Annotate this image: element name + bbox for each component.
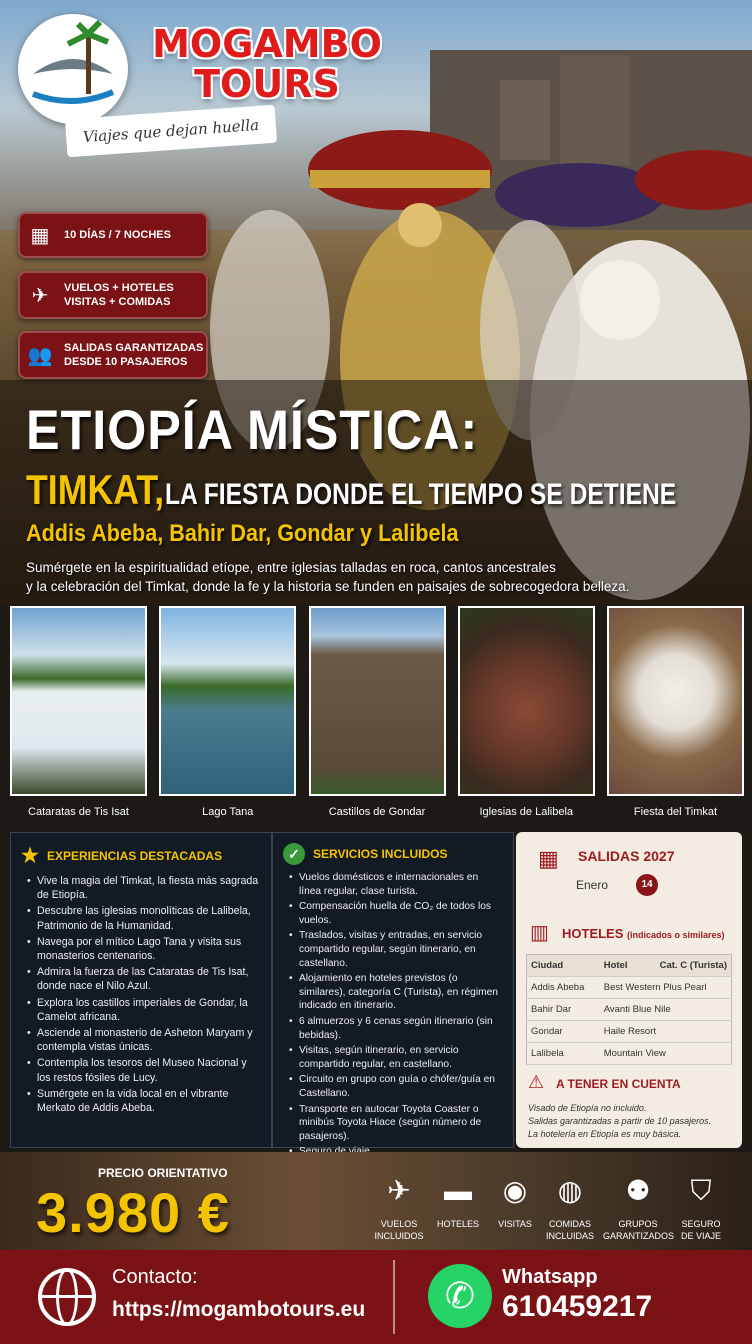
- brand-tagline: Viajes que dejan huella: [65, 105, 277, 158]
- castle-photo: [309, 606, 446, 796]
- services-list: [273, 865, 513, 1174]
- list-item: • Contempla los tesoros del Museo Nacional y los restos fósiles de Lucy.: [29, 1056, 259, 1084]
- notice-text: Visado de Etiopía no incluido. Salidas garantizadas a partir de 10 pasajeros. La hotelería en Etiopía es muy básica.: [528, 1103, 712, 1139]
- contact-footer: [0, 1250, 752, 1344]
- gallery-item: [607, 606, 744, 828]
- list-item: • Vuelos domésticos e internacionales en línea regular, clase turista.: [291, 871, 501, 898]
- star-icon: ★: [21, 845, 39, 867]
- whatsapp-icon: ✆: [428, 1264, 492, 1328]
- brand-name: MOGAMBO TOURS: [152, 22, 382, 106]
- list-item: • Compensación huella de CO₂ de todos los vuelos.: [291, 900, 501, 927]
- list-item: • Admira la fuerza de las Cataratas de Tis Isat, donde nace el Nilo Azul.: [29, 965, 259, 993]
- price-label: PRECIO ORIENTATIVO: [98, 1166, 228, 1180]
- contact-label: Contacto:: [112, 1266, 198, 1288]
- whatsapp-label: Whatsapp: [502, 1266, 598, 1288]
- table-row: Bahir Dar Avanti Blue Nile: [527, 999, 732, 1021]
- duration-badge: ▦ 10 DÍAS / 7 NOCHES: [18, 212, 208, 258]
- hero-banner: [0, 0, 752, 605]
- feature-groups: ⚉ GRUPOS GARANTIZADOS: [603, 1175, 675, 1241]
- feature-hotels: ▬ HOTELES: [423, 1174, 493, 1230]
- list-item: • Circuito en grupo con guía o chófer/guía en Castellano.: [291, 1073, 501, 1100]
- gallery-caption: Castillos de Gondar: [328, 806, 426, 818]
- notice-title: A TENER EN CUENTA: [556, 1077, 681, 1091]
- gallery-caption: Iglesias de Lalibela: [479, 806, 574, 818]
- camera-icon: ◉: [502, 1175, 528, 1206]
- table-row: Lalibela Mountain View: [527, 1043, 732, 1065]
- calendar-icon: ▦: [538, 846, 559, 871]
- departure-day-badge: 14: [636, 874, 658, 896]
- footer-divider: [393, 1260, 395, 1334]
- whatsapp-number[interactable]: 610459217: [502, 1290, 653, 1323]
- check-icon: ✓: [283, 843, 305, 865]
- intro-text: Sumérgete en la espiritualidad etíope, entre iglesias talladas en roca, cantos ancestrales y la celebración del Timkat, donde la fe y la historia se funden en paisajes de sobrecogedora belleza.: [26, 560, 630, 594]
- price-bar: [0, 1152, 752, 1250]
- main-subtitle: TIMKAT, LA FIESTA DONDE EL TIEMPO SE DETIENE: [26, 466, 677, 513]
- departures-title: SALIDAS 2027: [578, 848, 675, 864]
- gallery-caption: Fiesta del Timkat: [633, 806, 718, 818]
- cities-line: Addis Abeba, Bahir Dar, Gondar y Lalibela: [26, 520, 459, 547]
- bed-icon: ▬: [444, 1175, 472, 1206]
- hotel-icon: ▥: [530, 922, 549, 944]
- waterfall-photo: [10, 606, 147, 796]
- plane-icon: ✈: [31, 284, 49, 307]
- group-icon: 👥: [27, 344, 53, 367]
- list-item: • Visitas, según itinerario, en servicio compartido regular, en castellano.: [291, 1044, 501, 1071]
- list-item: • Descubre las iglesias monolíticas de Lalibela, Patrimonio de la Humanidad.: [29, 904, 259, 932]
- shield-icon: ⛉: [690, 1175, 712, 1206]
- website-link[interactable]: https://mogambotours.eu: [112, 1298, 366, 1321]
- mogambo-logo[interactable]: [14, 10, 414, 160]
- list-item: • Sumérgete en la vida local en el vibrante Merkato de Addis Abeba.: [29, 1087, 259, 1115]
- list-item: • Transporte en autocar Toyota Coaster o minibús Toyota Hiace (según número de pasajeros).: [291, 1103, 501, 1144]
- gallery-item: [10, 606, 147, 828]
- plane-icon: ✈: [387, 1175, 411, 1206]
- main-title: ETIOPÍA MÍSTICA:: [26, 398, 479, 461]
- feature-flights: ✈ VUELOS INCLUIDOS: [364, 1174, 434, 1242]
- hotels-table: Ciudad Hotel Cat. C (Turista) Addis Abeba Best Western Plus Pearl Bahir Dar Avanti Blue Nile Gondar Haile Resort Lalibela Mountain View: [526, 954, 732, 1065]
- price-value: 3.980 €: [36, 1181, 230, 1244]
- table-row: Addis Abeba Best Western Plus Pearl: [527, 977, 732, 999]
- info-sidebar: [516, 832, 742, 1148]
- hotels-title: HOTELES (indicados o similares): [562, 926, 725, 941]
- gallery-caption: Cataratas de Tis Isat: [28, 806, 129, 818]
- gallery-item: [458, 606, 595, 828]
- feature-visits: ◉ VISITAS: [480, 1174, 550, 1230]
- departures-badge: 👥 SALIDAS GARANTIZADAS DESDE 10 PASAJEROS: [18, 331, 208, 379]
- list-item: • Explora los castillos imperiales de Gondar, la Camelot africana.: [29, 996, 259, 1024]
- church-photo: [458, 606, 595, 796]
- feature-insurance: ⛉ SEGURO DE VIAJE: [666, 1174, 736, 1242]
- dining-icon: ◍: [557, 1175, 583, 1206]
- gallery-item: [309, 606, 446, 828]
- feature-meals: ◍ COMIDAS INCLUIDAS: [535, 1174, 605, 1242]
- list-item: • Alojamiento en hoteles previstos (o similares), categoría C (Turista), en régimen indicado en itinerario.: [291, 972, 501, 1013]
- calendar-icon: ▦: [30, 224, 50, 247]
- list-item: • 6 almuerzos y 6 cenas según itinerario (sin bebidas).: [291, 1015, 501, 1042]
- services-panel: ✓ SERVICIOS INCLUIDOS • Vuelos domésticos e internacionales en línea regular, clase turista. • Compensación huella de CO₂ de todos los vuelos. • Traslados, visitas y entradas, en servicio compartido regular, según itinerario, en castellano. • Alojamiento en hoteles previstos (o similares), categoría C (Turista), en régimen indicado en itinerario. • 6 almuerzos y 6 cenas según itinerario (sin bebidas). • Visitas, según itinerario, en servicio compartido regular, en castellano. • Circuito en grupo con guía o chófer/guía en Castellano. • Transporte en autocar Toyota Coaster o minibús Toyota Hiace (según número de pasajeros). • •: [272, 832, 514, 1148]
- globe-icon: [38, 1268, 96, 1326]
- lake-photo: [159, 606, 296, 796]
- list-item: • Vive la magia del Timkat, la fiesta más sagrada de Etiopía.: [29, 874, 259, 902]
- list-item: • Traslados, visitas y entradas, en servicio compartido regular, según itinerario, en castellano.: [291, 929, 501, 970]
- priest-photo: [607, 606, 744, 796]
- experiences-list: [11, 868, 271, 1115]
- includes-badge: ✈ VUELOS + HOTELES VISITAS + COMIDAS: [18, 271, 208, 319]
- table-row: Gondar Haile Resort: [527, 1021, 732, 1043]
- gallery-caption: Lago Tana: [202, 806, 254, 818]
- departure-month: Enero: [576, 878, 609, 892]
- photo-gallery: [10, 606, 744, 828]
- logo-emblem-icon: [18, 14, 128, 124]
- list-item: • Navega por el mítico Lago Tana y visita sus monasterios centenarios.: [29, 935, 259, 963]
- warning-icon: ⚠: [528, 1072, 545, 1092]
- group-icon: ⚉: [625, 1175, 651, 1206]
- experiences-panel: ★ EXPERIENCIAS DESTACADAS • Vive la magia del Timkat, la fiesta más sagrada de Etiopía. • Descubre las iglesias monolíticas de Lalibela, Patrimonio de la Humanidad. • Navega por el mítico Lago Tana y visita sus monasterios centenarios. • Admira la fuerza de las Cataratas de Tis Isat, donde nace el Nilo Azul. • Explora los castillos imperiales de Gondar, la Camelot africana. • Asciende al monasterio de Asheton Maryam y contempla vistas únicas. • Contempla los tesoros del Museo Nacional y los restos fósiles de Lucy. • Sumérgete en la vida local en el vibrante Merkato de Addis Abeba.: [10, 832, 272, 1148]
- gallery-item: [159, 606, 296, 828]
- list-item: • Asciende al monasterio de Asheton Maryam y contempla vistas únicas.: [29, 1026, 259, 1054]
